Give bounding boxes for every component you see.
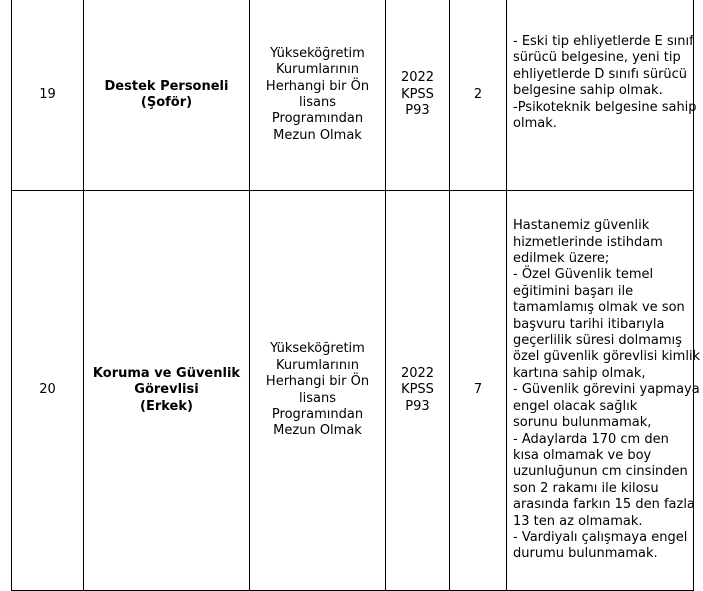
- education-line: Mezun Olmak: [273, 423, 362, 439]
- exam-line: KPSS: [401, 382, 434, 398]
- position-title-line: Destek Personeli: [104, 78, 229, 94]
- staff-positions-table: [11, 0, 701, 591]
- position-title-line: Görevlisi: [134, 382, 199, 398]
- exam-line: KPSS: [401, 86, 434, 102]
- requirement-line: durumu bulunmamak.: [513, 546, 658, 562]
- requirement-line: sürücü belgesine, yeni tip: [513, 50, 681, 66]
- position-title-line: (Şoför): [140, 95, 193, 110]
- education-line: lisans: [299, 390, 336, 406]
- table-row: [12, 191, 694, 591]
- requirement-line: olmak.: [513, 116, 557, 132]
- position-title-line: (Erkek): [140, 398, 193, 414]
- requirement-line: engel olacak sağlık: [513, 398, 638, 414]
- requirement-line: - Adaylarda 170 cm den: [513, 431, 669, 447]
- education-line: Programından: [271, 111, 364, 127]
- exam-line: 2022: [400, 70, 435, 86]
- row-number: 20: [12, 191, 84, 591]
- requirement-line: sorunu bulunmamak,: [513, 415, 652, 431]
- exam-info: [386, 0, 450, 191]
- requirement-line: Hastanemiz güvenlik: [513, 218, 650, 234]
- requirement-line: başvuru tarihi itibarıyla: [513, 316, 665, 332]
- requirement-line: - Güvenlik görevini yapmaya: [513, 382, 700, 398]
- requirement-line: uzunluğunun cm cinsinden: [513, 464, 688, 480]
- requirement-line: son 2 rakamı ile kilosu: [513, 480, 659, 496]
- requirement-line: kısa olmamak ve boy: [513, 447, 652, 463]
- requirement-line: - Vardiyalı çalışmaya engel: [513, 529, 688, 545]
- education-line: Kurumlarının: [276, 62, 359, 78]
- requirement-line: - Eski tip ehliyetlerde E sınıf: [513, 34, 694, 49]
- position-title: [84, 191, 250, 591]
- exam-line: 2022: [400, 365, 435, 381]
- requirement-line: edilmek üzere;: [513, 251, 610, 267]
- special-requirements: [507, 0, 697, 191]
- requirement-line: geçerlilik süresi dolmamış: [513, 333, 682, 349]
- requirement-line: 13 ten az olmamak.: [513, 513, 643, 529]
- row-number: 19: [12, 0, 84, 191]
- education-line: Herhangi bir Ön: [265, 374, 370, 390]
- requirement-line: kartına sahip olmak,: [513, 365, 646, 381]
- education-line: Programından: [271, 406, 364, 422]
- requirement-line: hizmetlerinde istihdam: [513, 234, 663, 250]
- requirement-line: -Psikoteknik belgesine sahip: [513, 99, 697, 115]
- education-line: Mezun Olmak: [273, 127, 362, 143]
- position-title-line: Koruma ve Güvenlik: [92, 365, 241, 381]
- education-line: Herhangi bir Ön: [265, 78, 370, 94]
- table-row: [12, 0, 694, 191]
- special-requirements: [507, 191, 701, 591]
- requirement-line: arasında farkın 15 den fazla: [513, 497, 695, 513]
- education-line: Yükseköğretim: [270, 45, 365, 61]
- position-title: [84, 0, 250, 191]
- requirement-line: belgesine sahip olmak.: [513, 83, 663, 99]
- requirement-line: özel güvenlik görevlisi kimlik: [513, 349, 701, 365]
- education-line: Kurumlarının: [276, 357, 359, 373]
- education-requirement: [250, 0, 386, 191]
- education-requirement: [250, 191, 386, 591]
- requirement-line: eğitimini başarı ile: [513, 283, 634, 299]
- education-line: Yükseköğretim: [270, 341, 365, 357]
- position-count: 2: [450, 0, 507, 191]
- requirement-line: ehliyetlerde D sınıfı sürücü: [513, 66, 688, 82]
- exam-line: P93: [405, 103, 430, 119]
- requirement-line: - Özel Güvenlik temel: [513, 267, 654, 283]
- exam-info: [386, 191, 450, 591]
- education-line: lisans: [299, 95, 336, 110]
- position-count: 7: [450, 191, 507, 591]
- exam-line: P93: [405, 398, 430, 414]
- requirement-line: tamamlamış olmak ve son: [513, 300, 685, 316]
